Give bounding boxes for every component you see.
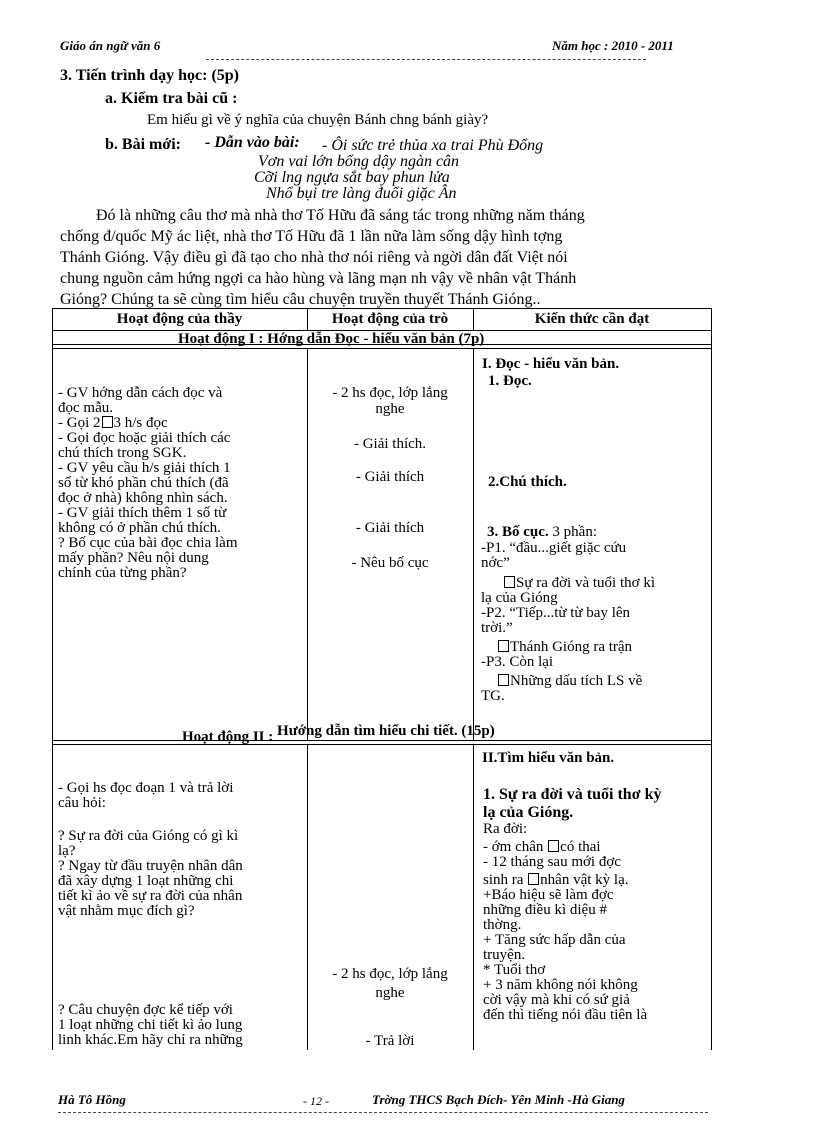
text-line: 1 loạt những chi tiết kì ảo lung: [58, 1017, 243, 1033]
text-line: tiết kì ảo về sự ra đời của nhân: [58, 888, 243, 904]
activity2-title-label: Hoạt động II :: [182, 729, 274, 745]
knowledge-layout-rest: 3 phần:: [548, 524, 597, 540]
text-line: chính của từng phần?: [58, 565, 187, 581]
text-line: vật nhằm mục đích gì?: [58, 903, 195, 919]
header-subject: Giáo án ngữ văn 6: [60, 38, 161, 53]
text-line: ? Ngay từ đầu truyện nhân dân: [58, 858, 243, 874]
col-divider: [473, 348, 474, 740]
paragraph-line: chống đ/quốc Mỹ ác liệt, nhà thơ Tố Hữu đã 1 lần nữa làm sống dậy hình tợng: [60, 228, 563, 245]
text-line: -P1. “đầu...giết giặc cứu: [481, 540, 627, 556]
text-span: 3 h/s đọc: [113, 415, 168, 431]
text-span: Những dấu tích LS về: [510, 673, 643, 689]
student-text: nghe: [375, 401, 405, 417]
activity1-knowledge-lines: [481, 541, 703, 704]
text-line: [481, 674, 703, 689]
text-line: ? Bố cục của bài đọc chia làm: [58, 535, 238, 551]
text-line: -P3. Còn lại: [481, 654, 554, 670]
intro-paragraph: [60, 205, 704, 310]
checkbox-symbol-icon: [498, 640, 509, 652]
footer-author: Hà Tô Hồng: [58, 1092, 126, 1107]
text-line: - Gọi đọc hoặc giải thích các: [58, 430, 231, 446]
student-text: - Giải thích: [355, 520, 425, 536]
checkbox-symbol-icon: [504, 576, 515, 588]
student-text: - Giải thích.: [353, 436, 427, 452]
text-line: trời.”: [481, 620, 513, 636]
text-span: có thai: [560, 839, 601, 855]
text-line: * Tuổi thơ: [483, 962, 546, 978]
text-line: +Báo hiệu sẽ làm đợc: [483, 887, 614, 903]
text-line: + Tăng sức hấp dẫn của: [483, 932, 626, 948]
knowledge2-sub-title: [483, 786, 661, 822]
checkbox-symbol-icon: [528, 873, 539, 885]
text-span: - ớm chân: [483, 839, 548, 855]
knowledge-read: 1. Đọc.: [488, 373, 532, 389]
text-line: ? Câu chuyện đợc kể tiếp với: [58, 1002, 233, 1018]
header-knowledge: Kiến thức cần đạt: [534, 311, 650, 327]
text-line: - 12 tháng sau mới đợc: [483, 854, 621, 870]
text-line: lạ của Gióng: [481, 590, 558, 606]
text-span: - Gọi 2: [58, 415, 101, 431]
col-divider: [473, 744, 474, 1050]
text-line: lạ?: [58, 843, 76, 859]
text-line: TG.: [481, 688, 505, 704]
text-line: ? Sự ra đời của Gióng có gì kì: [58, 828, 239, 844]
text-line: không có ở phần chú thích.: [58, 520, 221, 536]
student-text: - 2 hs đọc, lớp lắng: [332, 966, 448, 982]
text-line: -P2. “Tiếp...từ từ bay lên: [481, 605, 631, 621]
text-line: lạ của Gióng.: [483, 804, 574, 821]
text-line: đã xây dựng 1 loạt những chi: [58, 873, 234, 889]
header-student: Hoạt động của trò: [331, 311, 449, 327]
paragraph-line: Đó là những câu thơ mà nhà thơ Tố Hữu đã sáng tác trong những năm tháng: [96, 207, 585, 224]
text-line: linh khác.Em hãy chỉ ra những: [58, 1032, 243, 1048]
activity2-knowledge-lines: [483, 822, 705, 1023]
text-line: đến thì tiếng nói đầu tiên là: [483, 1007, 648, 1023]
text-line: cời vậy mà khi có sứ giả: [483, 992, 630, 1008]
text-line: nớc”: [481, 555, 510, 571]
text-line: 1. Sự ra đời và tuổi thơ kỳ: [483, 786, 662, 803]
text-line: đọc mẫu.: [58, 400, 113, 416]
table-border-left: [52, 308, 53, 1050]
text-line: [481, 640, 703, 655]
text-line: - GV giải thích thêm 1 số từ: [58, 505, 227, 521]
student-text: - 2 hs đọc, lớp lắng: [332, 385, 448, 401]
review-question: Em hiểu gì về ý nghĩa của chuyện Bánh chng bánh giày?: [147, 112, 489, 128]
knowledge-layout-label: 3. Bố cục.: [487, 524, 549, 540]
poem-line-1: - Ôi sức trẻ thủa xa trai Phù Đổng: [322, 137, 544, 154]
checkbox-symbol-icon: [102, 416, 113, 428]
table-border-top: [52, 308, 712, 309]
text-line: [481, 576, 703, 591]
text-line: - GV hớng dẫn cách đọc và: [58, 385, 223, 401]
poem-line-4: Nhổ bụi tre làng đuổi giặc Ân: [266, 185, 457, 202]
table-border-right: [711, 308, 712, 1050]
knowledge-layout: [487, 524, 597, 541]
text-line: thờng.: [483, 917, 522, 933]
text-line: Ra đời:: [483, 821, 528, 837]
new-lesson-label: b. Bài mới:: [105, 136, 181, 153]
paragraph-line: Thánh Gióng. Vậy điều gì đã tạo cho nhà thơ nói riêng và ngời dân đất Việt nói: [60, 249, 568, 266]
header-school-year: Năm học : 2010 - 2011: [552, 38, 674, 53]
activity2-title-rest: Hướng dẫn tìm hiểu chi tiết. (15p): [277, 723, 495, 739]
col-divider: [307, 744, 308, 1050]
text-line: [58, 416, 298, 431]
header-divider: [206, 59, 646, 60]
table-rule: [52, 348, 712, 349]
text-span: Thánh Gióng ra trận: [510, 639, 633, 655]
text-span: Sự ra đời và tuổi thơ kì: [516, 575, 655, 591]
text-line: - Gọi hs đọc đoạn 1 và trả lời: [58, 780, 234, 796]
activity2-title: [182, 723, 495, 746]
student-text: - Nêu bố cục: [351, 555, 429, 571]
knowledge2-heading: II.Tìm hiểu văn bản.: [482, 750, 615, 766]
footer-page-number: - 12 -: [303, 1094, 329, 1108]
footer-school: Trờng THCS Bạch Đích- Yên Minh -Hà Giang: [372, 1092, 625, 1107]
text-line: + 3 năm không nói không: [483, 977, 638, 993]
text-line: - GV yêu cầu h/s giải thích 1: [58, 460, 231, 476]
text-line: truyện.: [483, 947, 526, 963]
text-line: những điều kì diệu #: [483, 902, 607, 918]
text-line: câu hỏi:: [58, 795, 106, 811]
text-line: mấy phần? Nêu nội dung: [58, 550, 209, 566]
student-text: - Giải thích: [355, 469, 425, 485]
text-line: chú thích trong SGK.: [58, 445, 187, 461]
paragraph-line: chung nguồn cảm hứng ngợi ca hào hùng và lãng mạn nh vậy về nhân vật Thánh: [60, 270, 577, 287]
activity1-teacher: [58, 386, 298, 581]
text-line: đọc ở nhà) không nhìn sách.: [58, 490, 228, 506]
poem-line-3: Cỡi lng ngựa sắt bay phun lửa: [254, 169, 450, 186]
poem-line-2: Vơn vai lớn bổng dậy ngàn cân: [258, 153, 460, 170]
intro-label: - Dẫn vào bài:: [205, 134, 300, 151]
checkbox-symbol-icon: [498, 674, 509, 686]
text-span: nhân vật kỳ lạ.: [540, 872, 629, 888]
text-line: [483, 840, 705, 855]
activity2-teacher: [58, 781, 298, 1048]
checkbox-symbol-icon: [548, 840, 559, 852]
header-teacher: Hoạt động của thầy: [116, 311, 243, 327]
activity1-title: Hoạt động I : Hớng dẫn Đọc - hiểu văn bản (7p): [178, 331, 485, 347]
knowledge-notes: 2.Chú thích.: [488, 474, 567, 490]
paragraph-line: Gióng? Chúng ta sẽ cùng tìm hiểu câu chuyện truyền thuyết Thánh Gióng..: [60, 291, 541, 308]
section-title: 3. Tiến trình dạy học: (5p): [60, 67, 239, 84]
text-line: [483, 873, 705, 888]
knowledge-heading: I. Đọc - hiểu văn bản.: [482, 356, 620, 372]
student-text: - Trả lời: [365, 1033, 415, 1049]
footer-divider: [58, 1112, 708, 1113]
student-text: nghe: [375, 985, 405, 1001]
review-title: a. Kiểm tra bài cũ :: [105, 90, 238, 107]
text-span: sinh ra: [483, 872, 528, 888]
text-line: số từ khó phần chú thích (đã: [58, 475, 229, 491]
